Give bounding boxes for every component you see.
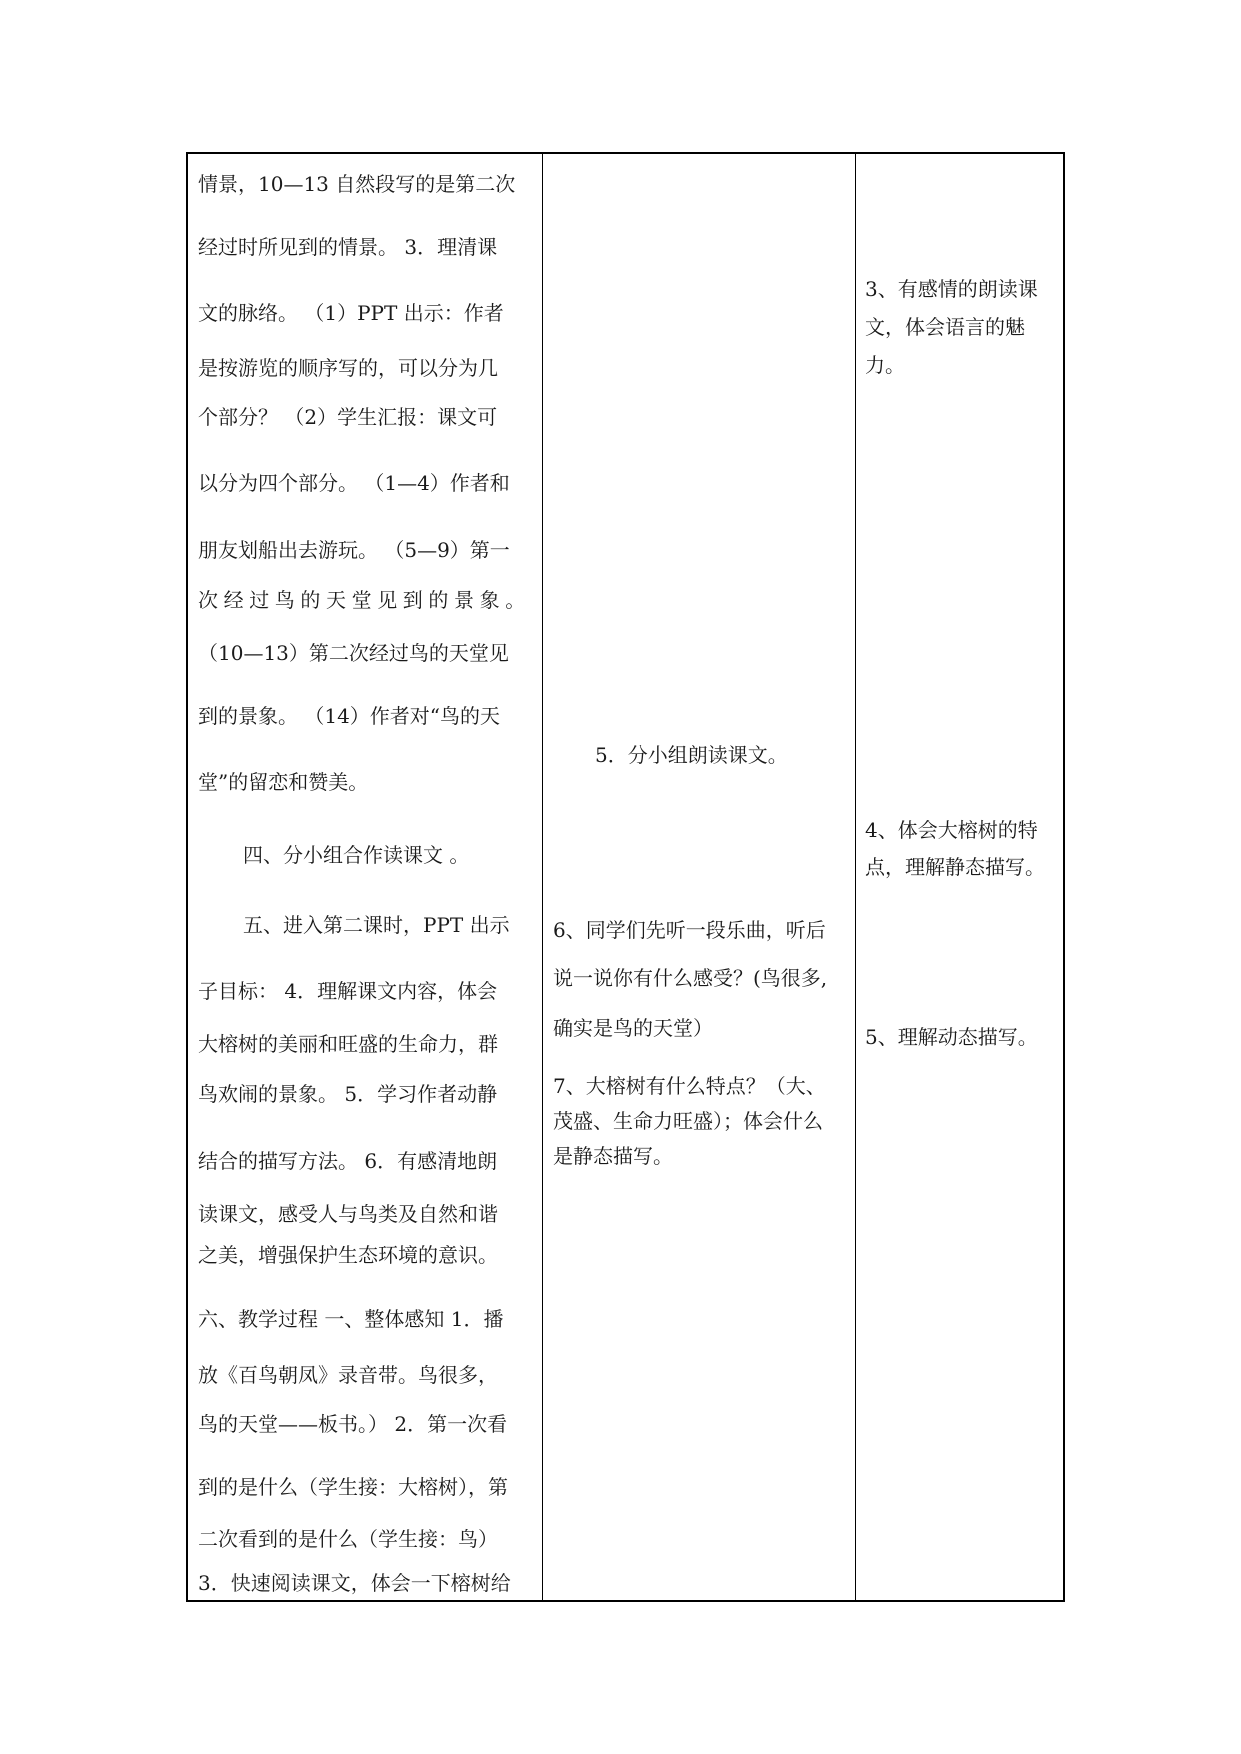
col1-line: 以分为四个部分。 （1—4）作者和 bbox=[198, 471, 510, 495]
col1-line: 情景，10—13 自然段写的是第二次 bbox=[198, 172, 516, 196]
col1-line: 之美，增强保护生态环境的意识。 bbox=[198, 1243, 498, 1267]
col2-item-7-line: 7、大榕树有什么特点？（大、 bbox=[553, 1074, 826, 1098]
col1-line: 结合的描写方法。 6．有感清地朗 bbox=[198, 1149, 498, 1173]
column-divider-2 bbox=[855, 154, 856, 1600]
col3-item-3-line: 力。 bbox=[865, 353, 905, 377]
col1-line: 到的景象。 （14）作者对“鸟的天 bbox=[198, 704, 501, 728]
col3-item-3-line: 文，体会语言的魅 bbox=[865, 315, 1025, 339]
col1-line: （10—13）第二次经过鸟的天堂见 bbox=[198, 641, 509, 665]
col2-item-6-line: 说一说你有什么感受？(鸟很多, bbox=[553, 966, 828, 990]
col1-line: 鸟的天堂——板书。） 2．第一次看 bbox=[198, 1412, 508, 1436]
col1-line: 次经过鸟的天堂见到的景象。 bbox=[198, 588, 531, 612]
col1-line: 二次看到的是什么（学生接：鸟） bbox=[198, 1527, 498, 1551]
col1-line: 读课文，感受人与鸟类及自然和谐 bbox=[198, 1202, 498, 1226]
column-divider-1 bbox=[542, 154, 543, 1600]
col1-line: 大榕树的美丽和旺盛的生命力，群 bbox=[198, 1032, 498, 1056]
col1-line: 六、教学过程 一、整体感知 1．播 bbox=[198, 1307, 504, 1331]
col1-line: 子目标： 4．理解课文内容，体会 bbox=[198, 979, 498, 1003]
col1-line: 个部分？ （2）学生汇报：课文可 bbox=[198, 405, 498, 429]
col1-line: 鸟欢闹的景象。 5．学习作者动静 bbox=[198, 1082, 498, 1106]
col2-item-5: 5．分小组朗读课文。 bbox=[595, 743, 788, 767]
col2-item-7-line: 是静态描写。 bbox=[553, 1144, 673, 1168]
col1-line: 五、进入第二课时，PPT 出示 bbox=[243, 913, 510, 937]
col1-line: 朋友划船出去游玩。 （5—9）第一 bbox=[198, 538, 510, 562]
col3-item-4-line: 点，理解静态描写。 bbox=[865, 855, 1045, 879]
col3-item-3-line: 3、有感情的朗读课 bbox=[865, 277, 1038, 301]
col1-line: 3．快速阅读课文，体会一下榕树给 bbox=[198, 1571, 511, 1595]
col3-item-5: 5、理解动态描写。 bbox=[865, 1025, 1038, 1049]
col1-line: 四、分小组合作读课文 。 bbox=[243, 843, 470, 867]
col1-line: 放《百鸟朝凤》录音带。鸟很多， bbox=[198, 1363, 498, 1387]
col1-line: 文的脉络。 （1）PPT 出示：作者 bbox=[198, 301, 504, 325]
col2-item-6-line: 确实是鸟的天堂） bbox=[553, 1016, 713, 1040]
col1-line: 到的是什么（学生接：大榕树），第 bbox=[198, 1475, 508, 1499]
col2-item-6-line: 6、同学们先听一段乐曲，听后 bbox=[553, 918, 826, 942]
col1-line: 是按游览的顺序写的，可以分为几 bbox=[198, 356, 498, 380]
col3-item-4-line: 4、体会大榕树的特 bbox=[865, 818, 1038, 842]
col1-line: 经过时所见到的情景。 3．理清课 bbox=[198, 235, 498, 259]
col2-item-7-line: 茂盛、生命力旺盛）；体会什么 bbox=[553, 1109, 823, 1133]
col1-line: 堂”的留恋和赞美。 bbox=[198, 770, 369, 794]
